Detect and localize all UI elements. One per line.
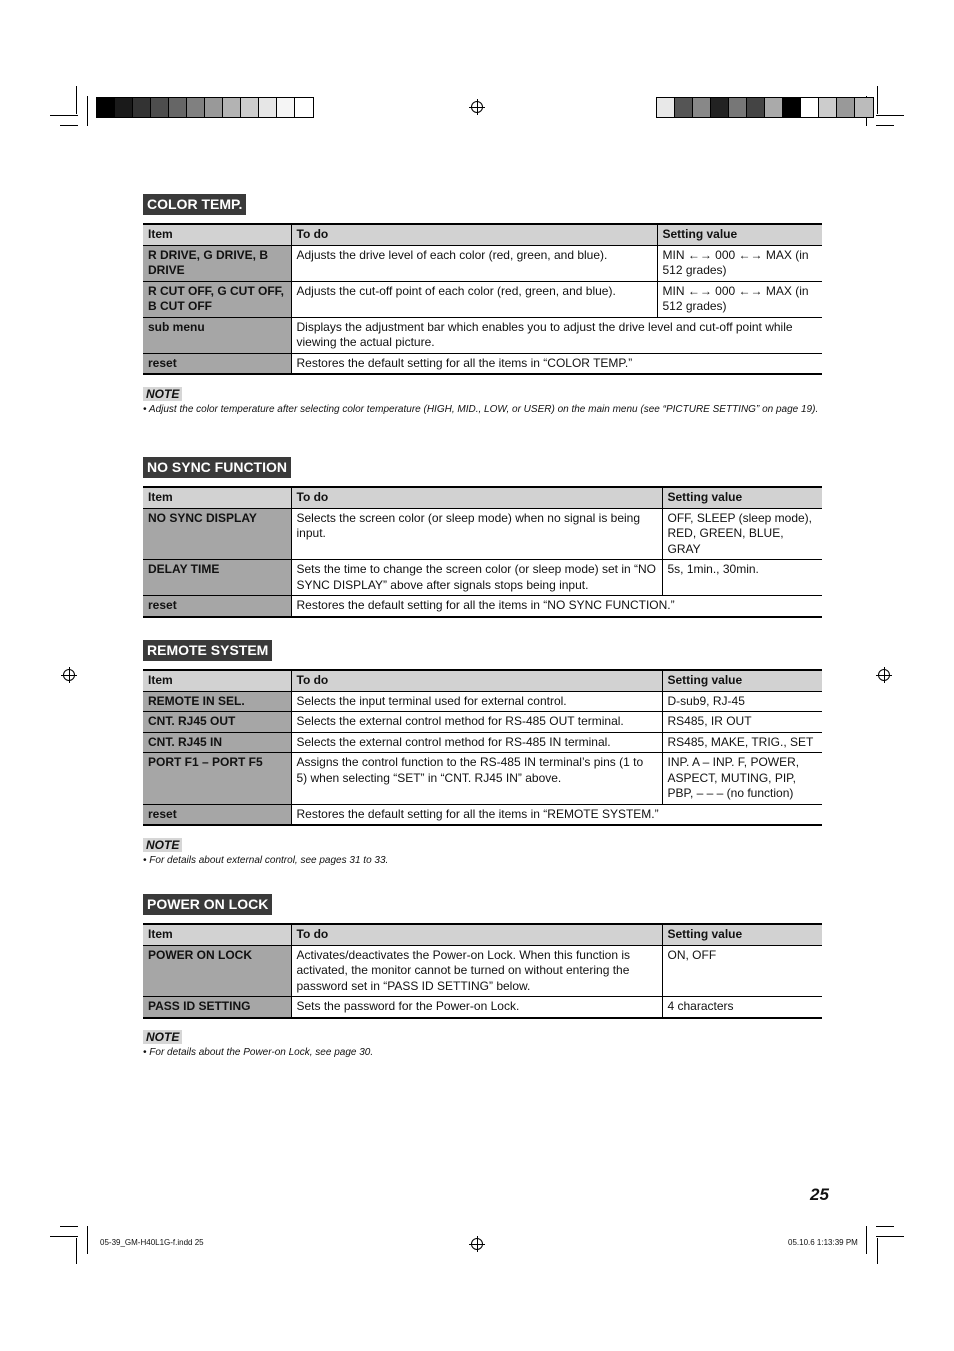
row-setting: MIN ←→ 000 ←→ MAX (in 512 grades)	[657, 245, 822, 281]
crop-mark	[877, 86, 878, 114]
note-label: NOTE	[143, 387, 182, 401]
header-todo: To do	[291, 924, 662, 945]
row-item: reset	[143, 596, 291, 617]
header-item: Item	[143, 670, 291, 691]
color-swatch	[133, 98, 151, 117]
section-title: POWER ON LOCK	[143, 894, 272, 915]
color-swatch	[97, 98, 115, 117]
table-row	[143, 353, 822, 374]
header-todo: To do	[291, 224, 657, 245]
row-setting: OFF, SLEEP (sleep mode), RED, GREEN, BLUE, GRAY	[662, 508, 822, 560]
row-todo: Selects the external control method for RS-485 IN terminal.	[291, 732, 662, 753]
color-swatch	[819, 98, 837, 117]
header-todo: To do	[291, 670, 662, 691]
color-swatch	[801, 98, 819, 117]
row-todo: Selects the screen color (or sleep mode) when no signal is being input.	[291, 508, 662, 560]
row-todo: Restores the default setting for all the items in “REMOTE SYSTEM.”	[291, 804, 822, 825]
color-swatch-bar-left	[96, 97, 314, 118]
table-header-row	[143, 670, 822, 691]
row-setting: ON, OFF	[662, 945, 822, 997]
power-on-lock-note	[143, 1030, 823, 1060]
color-swatch	[223, 98, 241, 117]
row-setting: INP. A – INP. F, POWER, ASPECT, MUTING, PIP, PBP, – – – (no function)	[662, 753, 822, 805]
section-title: NO SYNC FUNCTION	[143, 457, 291, 478]
row-item: NO SYNC DISPLAY	[143, 508, 291, 560]
table-header-row	[143, 224, 822, 245]
table-row	[143, 317, 822, 353]
table-header-row	[143, 924, 822, 945]
header-setting: Setting value	[657, 224, 822, 245]
color-swatch	[151, 98, 169, 117]
table-row	[143, 732, 822, 753]
row-setting: 5s, 1min., 30min.	[662, 560, 822, 596]
row-setting: MIN ←→ 000 ←→ MAX (in 512 grades)	[657, 281, 822, 317]
power-on-lock-section	[143, 894, 822, 1019]
color-swatch	[747, 98, 765, 117]
section-title: REMOTE SYSTEM	[143, 640, 272, 661]
page-number: 25	[810, 1185, 829, 1204]
header-item: Item	[143, 924, 291, 945]
table-header-row	[143, 487, 822, 508]
row-item: R CUT OFF, G CUT OFF, B CUT OFF	[143, 281, 291, 317]
table-row	[143, 508, 822, 560]
row-setting: RS485, IR OUT	[662, 712, 822, 733]
color-swatch	[837, 98, 855, 117]
table-row	[143, 804, 822, 825]
row-item: PORT F1 – PORT F5	[143, 753, 291, 805]
header-item: Item	[143, 487, 291, 508]
row-todo: Adjusts the cut-off point of each color (red, green, and blue).	[291, 281, 657, 317]
table-row	[143, 712, 822, 733]
note-label: NOTE	[143, 1030, 182, 1044]
registration-mark-icon	[471, 1238, 483, 1250]
registration-mark-icon	[878, 669, 890, 681]
crop-mark	[87, 96, 88, 126]
color-swatch	[241, 98, 259, 117]
no-sync-table	[143, 486, 822, 618]
table-row	[143, 691, 822, 712]
color-temp-note	[143, 387, 823, 417]
row-item: reset	[143, 353, 291, 374]
power-on-lock-table	[143, 923, 822, 1019]
row-item: REMOTE IN SEL.	[143, 691, 291, 712]
crop-mark	[60, 1226, 78, 1227]
crop-mark	[876, 1226, 894, 1227]
crop-mark	[877, 1238, 878, 1264]
row-todo: Restores the default setting for all the items in “NO SYNC FUNCTION.”	[291, 596, 822, 617]
no-sync-section	[143, 457, 822, 618]
registration-mark-icon	[63, 669, 75, 681]
row-item: DELAY TIME	[143, 560, 291, 596]
note-text: • For details about external control, see pages 31 to 33.	[143, 855, 389, 866]
table-row	[143, 753, 822, 805]
row-todo: Adjusts the drive level of each color (red, green, and blue).	[291, 245, 657, 281]
remote-system-table	[143, 669, 822, 826]
table-row	[143, 560, 822, 596]
color-swatch	[205, 98, 223, 117]
row-todo: Assigns the control function to the RS-485 IN terminal’s pins (1 to 5) when selecting “SET” in “CNT. RJ45 IN” above.	[291, 753, 662, 805]
crop-mark	[876, 125, 894, 126]
note-text: • For details about the Power-on Lock, see page 30.	[143, 1047, 374, 1058]
row-todo: Restores the default setting for all the items in “COLOR TEMP.”	[291, 353, 822, 374]
row-setting: RS485, MAKE, TRIG., SET	[662, 732, 822, 753]
table-row	[143, 997, 822, 1018]
header-setting: Setting value	[662, 924, 822, 945]
color-swatch	[259, 98, 277, 117]
color-swatch	[277, 98, 295, 117]
crop-mark	[87, 1226, 88, 1254]
section-title: COLOR TEMP.	[143, 194, 246, 215]
row-todo: Sets the password for the Power-on Lock.	[291, 997, 662, 1018]
color-swatch	[169, 98, 187, 117]
color-temp-section	[143, 194, 822, 375]
crop-mark	[866, 1226, 867, 1254]
color-temp-table	[143, 223, 822, 375]
color-swatch	[783, 98, 801, 117]
crop-mark	[876, 1236, 904, 1237]
row-todo: Displays the adjustment bar which enables you to adjust the drive level and cut-off point while viewing the actual picture.	[291, 317, 822, 353]
color-swatch	[187, 98, 205, 117]
row-item: R DRIVE, G DRIVE, B DRIVE	[143, 245, 291, 281]
crop-mark	[60, 125, 78, 126]
color-swatch	[657, 98, 675, 117]
row-item: PASS ID SETTING	[143, 997, 291, 1018]
table-row	[143, 596, 822, 617]
header-item: Item	[143, 224, 291, 245]
color-swatch	[295, 98, 313, 117]
crop-mark	[76, 1238, 77, 1264]
color-swatch	[711, 98, 729, 117]
color-swatch	[729, 98, 747, 117]
header-setting: Setting value	[662, 670, 822, 691]
row-setting: 4 characters	[662, 997, 822, 1018]
row-todo: Selects the input terminal used for external control.	[291, 691, 662, 712]
row-item: POWER ON LOCK	[143, 945, 291, 997]
row-item: reset	[143, 804, 291, 825]
color-swatch	[693, 98, 711, 117]
row-item: sub menu	[143, 317, 291, 353]
remote-system-note	[143, 838, 823, 868]
row-todo: Selects the external control method for RS-485 OUT terminal.	[291, 712, 662, 733]
row-todo: Sets the time to change the screen color (or sleep mode) set in “NO SYNC DISPLAY” above after signals stops being input.	[291, 560, 662, 596]
footer-timestamp: 05.10.6 1:13:39 PM	[788, 1238, 858, 1247]
color-swatch	[675, 98, 693, 117]
color-swatch	[765, 98, 783, 117]
row-item: CNT. RJ45 OUT	[143, 712, 291, 733]
table-row	[143, 245, 822, 281]
row-setting: D-sub9, RJ-45	[662, 691, 822, 712]
crop-mark	[50, 115, 78, 116]
footer-file-name: 05-39_GM-H40L1G-f.indd 25	[100, 1238, 204, 1247]
table-row	[143, 945, 822, 997]
note-text: • Adjust the color temperature after selecting color temperature (HIGH, MID., LOW, or USER) on the main menu (see “PICTURE SETTING” on page 19).	[143, 404, 819, 415]
color-swatch-bar-right	[656, 97, 874, 118]
table-row	[143, 281, 822, 317]
row-todo: Activates/deactivates the Power-on Lock. When this function is activated, the monitor cannot be turned on without entering the password set in “PASS ID SETTING” below.	[291, 945, 662, 997]
header-setting: Setting value	[662, 487, 822, 508]
crop-mark	[76, 86, 77, 114]
crop-mark	[50, 1236, 78, 1237]
row-item: CNT. RJ45 IN	[143, 732, 291, 753]
note-label: NOTE	[143, 838, 182, 852]
remote-system-section	[143, 640, 822, 826]
crop-mark	[876, 115, 904, 116]
header-todo: To do	[291, 487, 662, 508]
registration-mark-icon	[471, 101, 483, 113]
color-swatch	[855, 98, 873, 117]
color-swatch	[115, 98, 133, 117]
